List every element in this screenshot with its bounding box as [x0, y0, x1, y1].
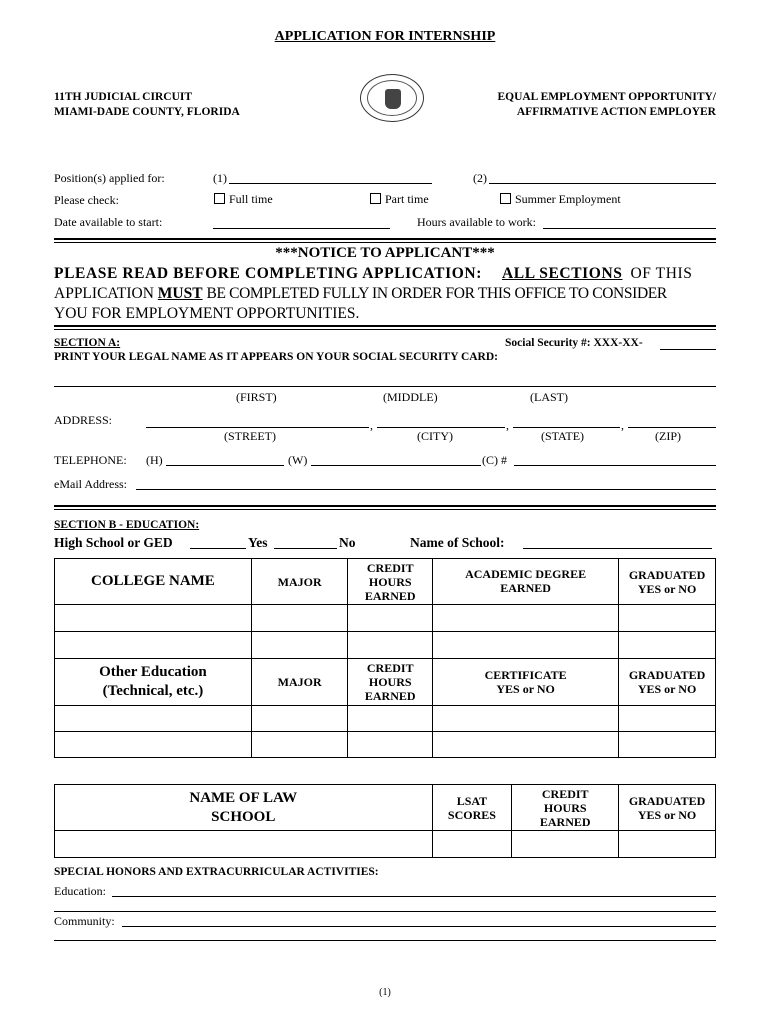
high-school-label: High School or GED — [54, 535, 173, 550]
header-right-line1: EQUAL EMPLOYMENT OPPORTUNITY/ — [497, 91, 716, 103]
table-header-row — [55, 659, 716, 706]
credit-hours-header: CREDIT HOURS EARNED — [512, 785, 619, 831]
notice-line1 — [54, 265, 716, 283]
last-name-caption: (LAST) — [530, 390, 568, 404]
law-school-header: NAME OF LAW SCHOOL — [55, 785, 433, 831]
notice-line2-b: MUST — [157, 285, 203, 302]
state-field[interactable] — [513, 427, 620, 428]
table-row[interactable] — [55, 831, 716, 858]
position1-label: (1) — [213, 171, 227, 185]
summer-option[interactable] — [500, 192, 621, 207]
section-a-title: SECTION A: — [54, 337, 121, 349]
table-row[interactable] — [55, 732, 716, 758]
honors-community-label: Community: — [54, 914, 115, 928]
notice-line1-b: ALL SECTIONS — [501, 265, 623, 282]
hours-available-field[interactable] — [543, 228, 716, 229]
summer-checkbox[interactable] — [500, 193, 511, 204]
graduated-header: GRADUATED YES or NO — [619, 785, 716, 831]
honors-community-line2[interactable] — [54, 940, 716, 941]
table-row[interactable] — [55, 632, 716, 659]
divider — [54, 238, 716, 243]
ssn-field[interactable] — [660, 349, 716, 350]
divider — [54, 505, 716, 510]
school-name-field[interactable] — [523, 548, 712, 549]
hs-no-field[interactable] — [274, 548, 337, 549]
notice-line2-c: BE COMPLETED FULLY IN ORDER FOR THIS OFFICE TO CONSIDER — [206, 285, 667, 302]
graduated-header: GRADUATED YES or NO — [619, 659, 716, 706]
notice-heading: ***NOTICE TO APPLICANT*** — [275, 245, 495, 261]
date-available-label: Date available to start: — [54, 215, 163, 229]
header-right-line2: AFFIRMATIVE ACTION EMPLOYER — [516, 106, 716, 118]
graduated-header: GRADUATED YES or NO — [619, 559, 716, 605]
date-available-field[interactable] — [213, 228, 390, 229]
zip-caption: (ZIP) — [655, 429, 681, 443]
law-school-table — [54, 784, 716, 858]
honors-education-label: Education: — [54, 884, 106, 898]
lsat-header: LSAT SCORES — [432, 785, 512, 831]
email-field[interactable] — [136, 489, 716, 490]
address-label: ADDRESS: — [54, 413, 113, 427]
header-left-line1: 11TH JUDICIAL CIRCUIT — [54, 91, 193, 103]
summer-label: Summer Employment — [515, 192, 621, 206]
tel-work-label: (W) — [288, 453, 308, 467]
honors-education-field[interactable] — [112, 896, 716, 897]
certificate-header: CERTIFICATE YES or NO — [433, 659, 619, 706]
honors-community-field[interactable] — [122, 926, 716, 927]
divider — [54, 325, 716, 330]
major-header: MAJOR — [251, 559, 348, 605]
part-time-option[interactable] — [370, 192, 429, 207]
part-time-label: Part time — [385, 192, 429, 206]
full-time-checkbox[interactable] — [214, 193, 225, 204]
please-check-label: Please check: — [54, 193, 119, 207]
notice-line1-a: PLEASE READ BEFORE COMPLETING APPLICATION: — [54, 265, 482, 282]
academic-degree-header: ACADEMIC DEGREE EARNED — [433, 559, 619, 605]
credit-hours-header: CREDIT HOURS EARNED — [348, 559, 433, 605]
hours-available-label: Hours available to work: — [417, 215, 536, 229]
court-seal-logo — [360, 74, 424, 122]
ssn-label: Social Security #: XXX-XX- — [505, 337, 643, 349]
tel-cell-label: (C) # — [482, 453, 507, 467]
form-title: APPLICATION FOR INTERNSHIP — [274, 29, 496, 44]
part-time-checkbox[interactable] — [370, 193, 381, 204]
section-b-title: SECTION B - EDUCATION: — [54, 519, 200, 531]
positions-label: Position(s) applied for: — [54, 171, 165, 185]
first-name-caption: (FIRST) — [236, 390, 277, 404]
header-left-line2: MIAMI-DADE COUNTY, FLORIDA — [54, 106, 240, 118]
honors-education-line2[interactable] — [54, 911, 716, 912]
full-time-option[interactable] — [214, 192, 273, 207]
notice-line3: YOU FOR EMPLOYMENT OPPORTUNITIES. — [54, 305, 360, 322]
zip-field[interactable] — [628, 427, 716, 428]
table-row[interactable] — [55, 605, 716, 632]
legal-name-instruction: PRINT YOUR LEGAL NAME AS IT APPEARS ON YOUR SOCIAL SECURITY CARD: — [54, 351, 498, 363]
position1-field[interactable] — [229, 183, 432, 184]
position2-label: (2) — [473, 171, 487, 185]
city-field[interactable] — [377, 427, 505, 428]
credit-hours-header: CREDIT HOURS EARNED — [348, 659, 433, 706]
notice-line2 — [54, 285, 716, 303]
table-header-row — [55, 559, 716, 605]
email-label: eMail Address: — [54, 477, 127, 491]
hs-no-label: No — [339, 535, 356, 550]
legal-name-field[interactable] — [54, 386, 716, 387]
full-time-label: Full time — [229, 192, 273, 206]
state-caption: (STATE) — [541, 429, 585, 443]
notice-line1-c: OF THIS — [630, 265, 693, 282]
tel-cell-field[interactable] — [514, 465, 716, 466]
honors-title: SPECIAL HONORS AND EXTRACURRICULAR ACTIVITIES: — [54, 866, 379, 878]
city-caption: (CITY) — [417, 429, 453, 443]
hs-yes-field[interactable] — [190, 548, 246, 549]
notice-line2-a: APPLICATION — [54, 285, 154, 302]
table-row[interactable] — [55, 706, 716, 732]
college-table — [54, 558, 716, 758]
tel-home-label: (H) — [146, 453, 163, 467]
street-field[interactable] — [146, 427, 369, 428]
street-caption: (STREET) — [224, 429, 276, 443]
tel-home-field[interactable] — [166, 465, 284, 466]
college-name-header: COLLEGE NAME — [55, 559, 252, 605]
table-header-row — [55, 785, 716, 831]
other-education-header: Other Education (Technical, etc.) — [55, 659, 252, 706]
tel-work-field[interactable] — [311, 465, 481, 466]
major-header: MAJOR — [251, 659, 348, 706]
hs-yes-label: Yes — [248, 535, 268, 550]
page-number: (1) — [379, 987, 391, 998]
telephone-label: TELEPHONE: — [54, 453, 127, 467]
position2-field[interactable] — [489, 183, 716, 184]
school-name-label: Name of School: — [410, 535, 505, 550]
middle-name-caption: (MIDDLE) — [383, 390, 438, 404]
